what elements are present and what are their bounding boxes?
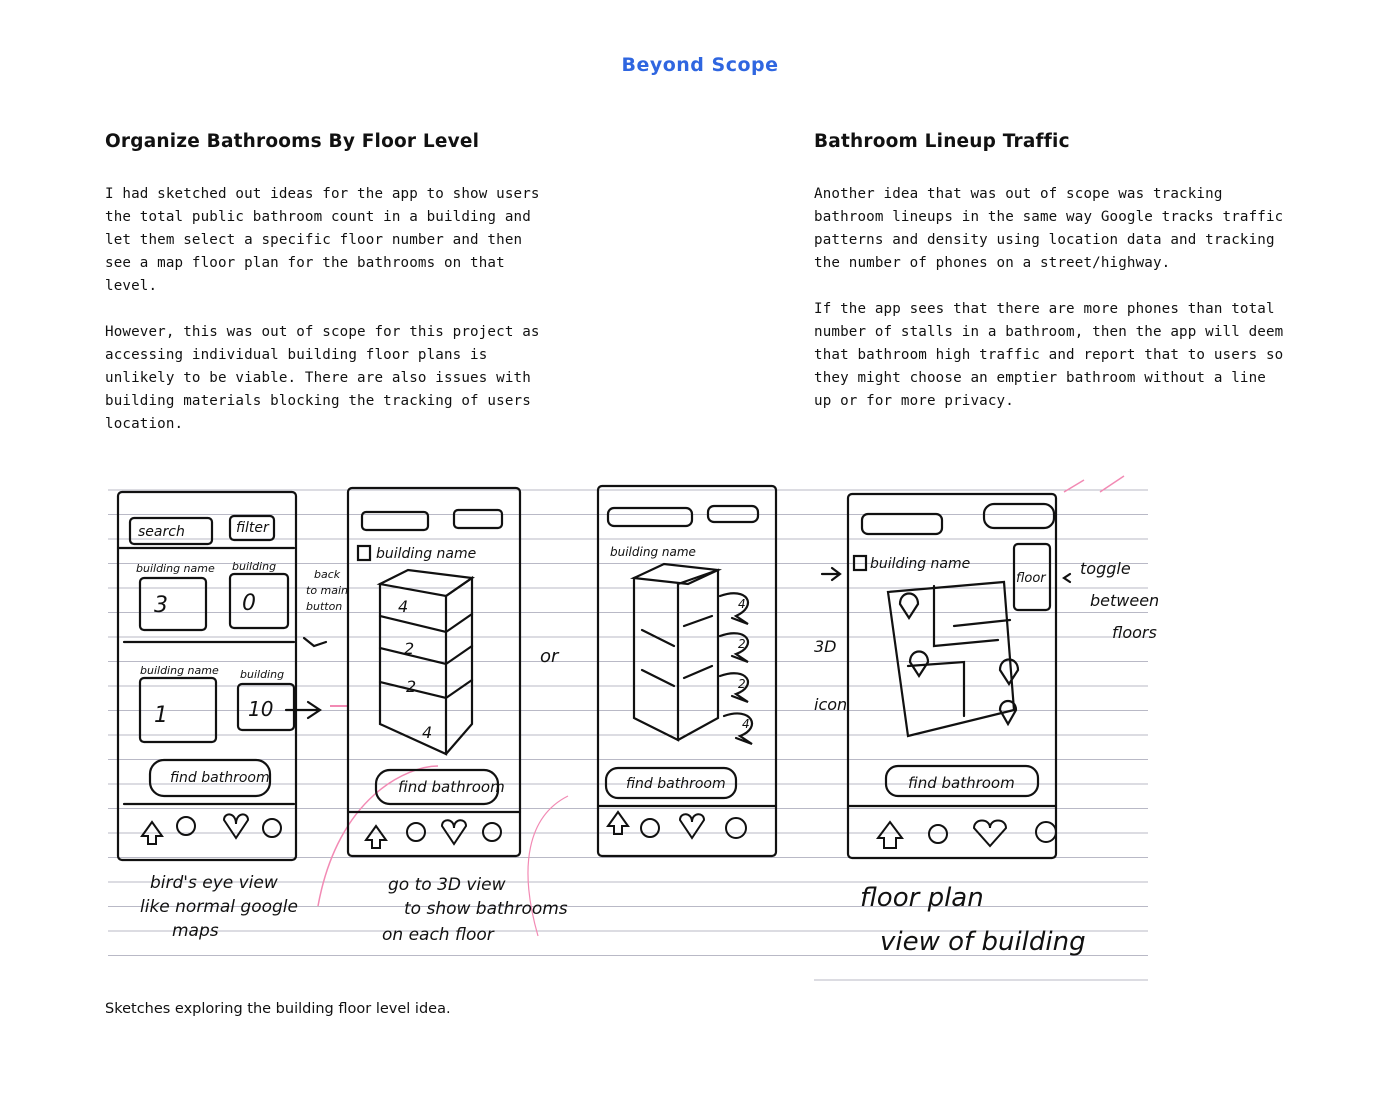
sketch4-title: building name bbox=[870, 556, 971, 572]
sketch1-card2-right: building bbox=[240, 668, 285, 681]
sketch2-button: find bathroom bbox=[398, 778, 505, 796]
sketch1-card1-count-right: 0 bbox=[242, 591, 256, 616]
sketch4-left-note-1: 3D bbox=[814, 637, 837, 656]
sketch-nav-icons bbox=[142, 812, 746, 848]
sketch1-card1-count: 3 bbox=[154, 593, 168, 618]
floor-level-column bbox=[105, 131, 545, 459]
floor-level-paragraph-1: I had sketched out ideas for the app to show users the total public bathroom count in a building and let them select a specific floor number and then see a map floor plan for the bathrooms on that level. bbox=[105, 186, 540, 294]
sketch1-note-2: like normal google bbox=[140, 897, 298, 917]
sketch4-toggle-note-1: toggle bbox=[1080, 559, 1131, 578]
sketch1-back-1: back bbox=[314, 568, 341, 581]
sketch1-note-3: maps bbox=[172, 921, 219, 941]
sketch1-note-1: bird's eye view bbox=[150, 873, 278, 893]
sketch2-floor-4: 4 bbox=[422, 723, 433, 742]
floor-plan-sketch-image bbox=[814, 466, 1160, 986]
sketch2-note-3: on each floor bbox=[382, 925, 494, 945]
sketch3-button: find bathroom bbox=[626, 776, 726, 792]
sketch1-card2-count: 1 bbox=[154, 703, 168, 728]
floor-level-heading: Organize Bathrooms By Floor Level bbox=[105, 131, 480, 152]
sketch4-left-note-2: icon bbox=[814, 695, 848, 714]
sketch1-back-2: to main bbox=[306, 584, 349, 597]
sketch4-note-1: floor plan bbox=[860, 883, 984, 913]
floor-level-paragraph-2: However, this was out of scope for this project as accessing individual building floor plans is unlikely to be viable. There are also issues with building materials blocking the tracking of users location. bbox=[105, 324, 540, 432]
sketch3-bubble-1: 4 bbox=[738, 597, 746, 611]
sketch1-card1-name: building name bbox=[136, 562, 215, 575]
sketch1-filter-text: filter bbox=[236, 520, 269, 536]
lineup-traffic-paragraph-2: If the app sees that there are more phones than total number of stalls in a bathroom, then the app will deem that bathroom high traffic and report that to users so they might choose an emptier bathroom without a line up or for more privacy. bbox=[814, 301, 1284, 409]
sketch1-card1-right: building bbox=[232, 560, 277, 573]
sketch2-floor-1: 4 bbox=[398, 597, 409, 616]
section-title: Beyond Scope bbox=[621, 54, 779, 76]
sketch1-card2-name: building name bbox=[140, 664, 219, 677]
sketch-caption: Sketches exploring the building floor level idea. bbox=[105, 1001, 451, 1017]
sketch1-button: find bathroom bbox=[170, 770, 270, 786]
lineup-traffic-column bbox=[814, 131, 1284, 436]
sketch1-back-3: button bbox=[306, 600, 343, 613]
lineup-traffic-paragraph-1: Another idea that was out of scope was tracking bathroom lineups in the same way Google tracks traffic patterns and density using location data and tracking the number of phones on a street/highway. bbox=[814, 186, 1284, 271]
sketch4-toggle-note-3: floors bbox=[1112, 623, 1157, 642]
sketch4-nav-icons bbox=[878, 821, 1056, 849]
sketch1-search-text: search bbox=[138, 524, 185, 540]
sketch2-floor-2: 2 bbox=[404, 639, 415, 658]
sketch3-bubble-3: 2 bbox=[738, 677, 746, 691]
sketch2-note-2: to show bathrooms bbox=[404, 899, 568, 919]
sketch2-note-1: go to 3D view bbox=[388, 875, 506, 895]
sketch2-floor-3: 2 bbox=[406, 677, 417, 696]
sketch4-floor-toggle: floor bbox=[1016, 571, 1046, 586]
lineup-traffic-heading: Bathroom Lineup Traffic bbox=[814, 131, 1070, 152]
sketch3-bubble-4: 4 bbox=[742, 717, 750, 731]
sketch3-title: building name bbox=[610, 545, 696, 559]
sketch4-toggle-note-2: between bbox=[1090, 591, 1160, 610]
sketch4-note-2: view of building bbox=[880, 927, 1086, 957]
sketch4-button: find bathroom bbox=[908, 774, 1015, 792]
sketch3-bubble-2: 2 bbox=[738, 637, 746, 651]
sketch1-card2-count-right: 10 bbox=[248, 697, 274, 721]
sketch-or-label: or bbox=[540, 646, 559, 667]
sketch2-title: building name bbox=[376, 546, 477, 562]
floor-level-sketches-image bbox=[108, 466, 814, 966]
